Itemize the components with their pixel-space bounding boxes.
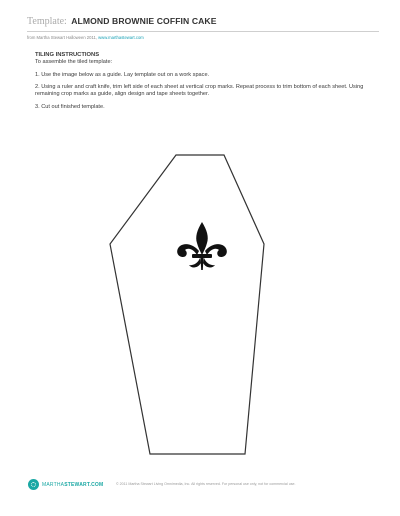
logo-text-part1: MARTHA	[42, 481, 65, 488]
instruction-step-2: 2. Using a ruler and craft knife, trim left side of each sheet at vertical crop marks. Repeat process to trim bottom of each sheet. Using remaining crop marks as guide, align design and tape sheets together.	[35, 84, 364, 98]
instructions-heading: TILING INSTRUCTIONS	[35, 52, 100, 58]
title-prefix: Template:	[27, 16, 67, 27]
instruction-step-1: 1. Use the image below as a guide. Lay template out on a work space.	[35, 71, 210, 78]
source-link[interactable]: www.marthastewart.com	[98, 35, 144, 40]
instructions-intro: To assemble the tiled template:	[35, 58, 113, 65]
title-text: ALMOND BROWNIE COFFIN CAKE	[71, 16, 217, 26]
logo-icon	[28, 479, 39, 490]
coffin-outline	[110, 155, 264, 454]
logo-text	[42, 482, 103, 488]
instruction-step-3: 3. Cut out finished template.	[35, 103, 105, 110]
logo-text-part2: STEWART.COM	[64, 481, 104, 488]
copyright-notice: © 2011 Martha Stewart Living Omnimedia, Inc. All rights reserved. For personal use only, not for commercial use.	[116, 482, 296, 486]
footer-logo[interactable]	[28, 479, 103, 490]
source-text: from Martha Stewart Halloween 2011,	[27, 35, 99, 40]
fleur-de-lis-icon	[177, 222, 227, 270]
